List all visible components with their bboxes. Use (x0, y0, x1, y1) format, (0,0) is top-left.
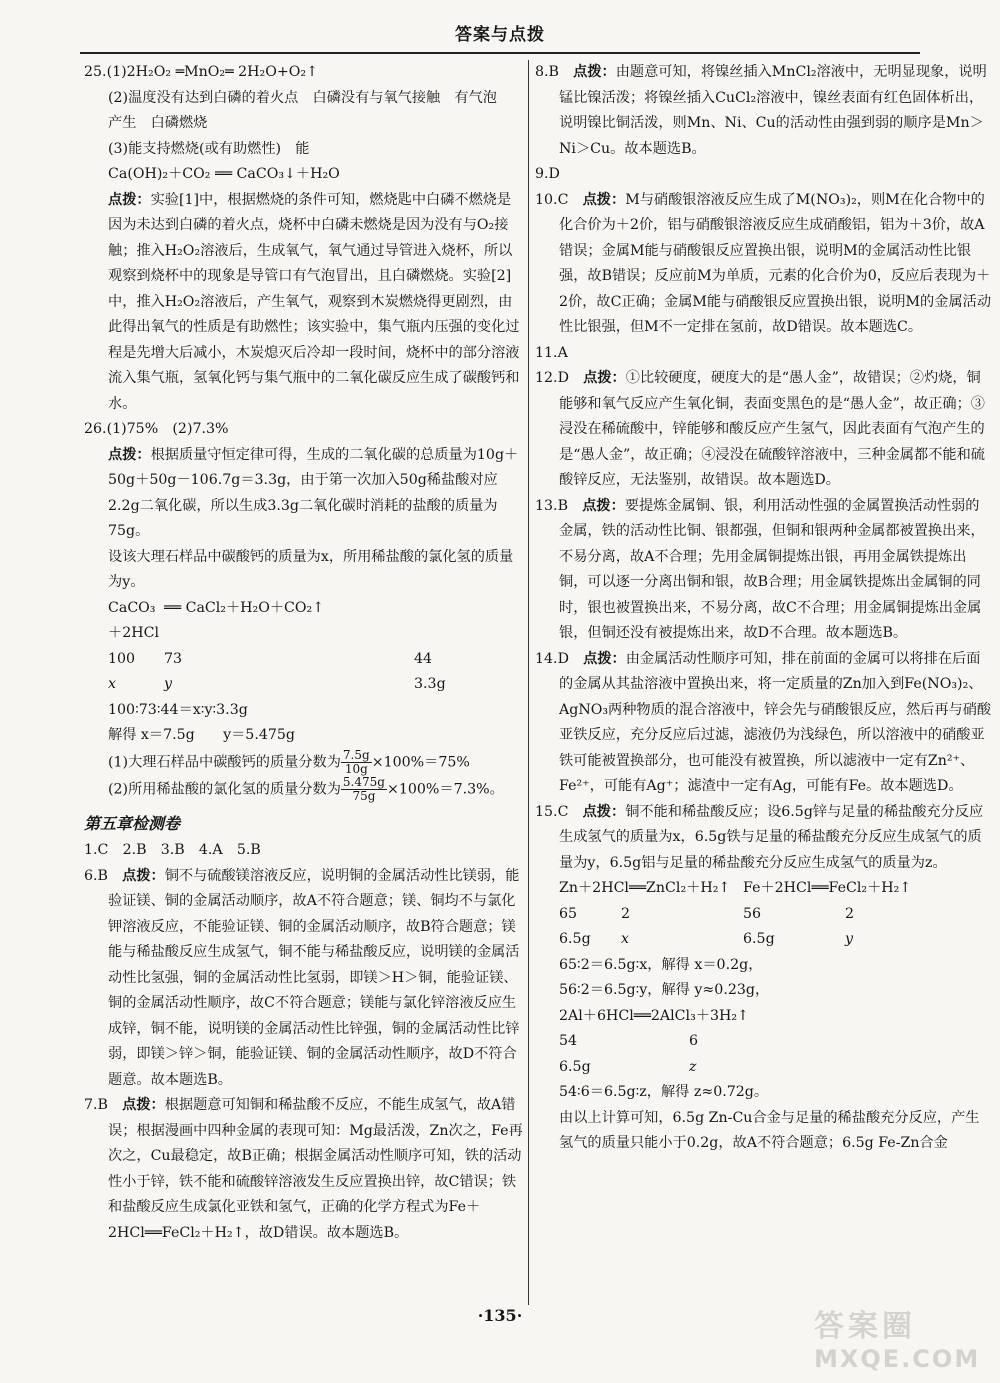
eq-cell: y (845, 931, 854, 947)
q26-answer2 (84, 776, 524, 803)
q10 (535, 188, 993, 341)
q26-mass-row (84, 647, 524, 673)
answer-text: (1)大理石样品中碳酸钙的质量分数为 (108, 754, 341, 770)
q15 (535, 800, 993, 877)
q15-mass-row-1 (535, 902, 993, 928)
q12 (535, 366, 993, 494)
q15-mass-row-2 (535, 1029, 993, 1055)
watermark-top: 答案圈 (814, 1309, 916, 1344)
q15-conclusion: 由以上计算可知，6.5g Zn-Cu合金与足量的稀盐酸充分反应，产生氢气的质量只能小于0.2g，故A不符合题意；6.5g Fe-Zn合金 (559, 1109, 980, 1151)
answer-text: ×100%＝75% (371, 754, 470, 770)
q14-num: 14.D (535, 650, 584, 667)
eq-cell: 56 (743, 905, 762, 922)
q11: 11.A (535, 344, 568, 361)
numerator: 5.475g (342, 774, 385, 789)
tip-label: 点拨： (583, 370, 626, 386)
q26-equation (84, 596, 524, 647)
q13-tip-text: 要提炼金属铜、银，利用活动性强的金属置换活动性弱的金属，铁的活动性比铜、银都强，但铜和银两种金属都被置换出来，不易分离，故A不合理；先用金属铜提炼出银，再用金属铁提炼出铜，可以逐一分离出铜和银，故B合理；用金属铁提炼出金属铜的同时，银也被置换出来，不易分离，故C不合理；用金属铜提炼出金属银，但铜还没有被提炼出来，故D不合理。故本题选B。 (559, 497, 985, 641)
denominator: 10g (344, 761, 368, 776)
denominator: 75g (352, 788, 376, 803)
tip-label: 点拨： (573, 64, 616, 80)
q15-equation-2: 2Al＋6HCl══2AlCl₃＋3H₂↑ (559, 1007, 749, 1024)
eq-cell: 6.5g (559, 931, 591, 947)
eq-cell: 54 (559, 1033, 578, 1049)
q26-solve: 解得 x＝7.5g y＝5.475g (108, 727, 295, 743)
eq-cell: 2 (621, 905, 631, 922)
q7-tip-text: 根据题意可知铜和稀盐酸不反应，不能生成氢气，故A错误；根据漫画中四种金属的表现可知：Mg最活泼，Zn次之，Fe再次之，Cu最稳定，故B正确；根据金属活动性顺序可知，铁的活动性小于锌，铁不能和硫酸锌溶液发生反应置换出锌，故C错误；铁和盐酸反应生成氯化亚铁和氢气，正确的化学方程式为Fe＋2HCl══FeCl₂＋H₂↑，故D错误。故本题选B。 (108, 1097, 523, 1241)
q25-line4: (3)能支持燃烧(或有助燃性) 能 (108, 140, 310, 157)
eq-cell: 2 (845, 905, 855, 922)
q25-tip-text: 实验[1]中，根据燃烧的条件可知，燃烧匙中白磷不燃烧是因为未达到白磷的着火点，烧杯中白磷未燃烧是因为没有与O₂接触；推入H₂O₂溶液后，生成氧气，氧气通过导管进入烧杯，所以观察到烧杯中的现象是导管口有气泡冒出，且白磷燃烧。实验[2]中，推入H₂O₂溶液后，产生氧气，观察到木炭燃烧得更剧烈，由此得出氧气的性质是有助燃性；该实验中，集气瓶内压强的变化过程是先增大后减小，木炭熄灭后冷却一段时间，烧杯中的部分溶液流入集气瓶，氢氧化钙与集气瓶中的二氧化碳反应生成了碳酸钙和水。 (108, 191, 520, 412)
tip-label: 点拨： (583, 650, 626, 667)
eq-cell: Fe＋2HCl══FeCl₂＋H₂↑ (743, 880, 912, 896)
answer-text: ×100%＝7.3%。 (386, 781, 504, 797)
numerator: 7.5g (342, 747, 370, 762)
q8-tip-text: 由题意可知，将镍丝插入MnCl₂溶液中，无明显现象，说明锰比镍活泼；将镍丝插入CuCl₂溶液中，镍丝表面有红色固体析出，说明镍比铜活泼，则Mn、Ni、Cu的活动性由强到弱的顺序是Mn＞Ni＞Cu。故本题选B。 (559, 64, 987, 157)
answers-1-5: 1.C 2.B 3.B 4.A 5.B (84, 842, 261, 858)
page-number: ·135· (477, 1306, 523, 1325)
watermark-bottom: MXQE.COM (814, 1345, 981, 1373)
q8 (535, 60, 993, 162)
q15-equation-1 (535, 876, 993, 902)
tip-label: 点拨： (122, 867, 165, 884)
q14 (535, 647, 993, 800)
q15-unknown-row-1 (535, 927, 993, 953)
eq-cell (354, 672, 414, 698)
q26-unknown-row (84, 672, 524, 698)
q15-num: 15.C (535, 803, 583, 820)
tip-label: 点拨： (108, 191, 151, 208)
q15-unknown-row-2 (535, 1055, 993, 1081)
eq-cell: x (108, 676, 117, 692)
q26-tip-text: 根据质量守恒定律可得，生成的二氧化碳的总质量为10g＋50g＋50g－106.7g＝3.3g，由于第一次加入50g稀盐酸对应2.2g二氧化碳，所以生成3.3g二氧化碳时消耗的盐酸的质量为75g。 (108, 446, 519, 539)
q26-ratio: 100∶73∶44＝x∶y∶3.3g (108, 701, 248, 718)
eq-cell: Zn＋2HCl══ZnCl₂＋H₂↑ (559, 880, 731, 896)
q6-tip-text: 铜不与硫酸镁溶液反应，说明铜的金属活动性比镁弱，能验证镁、铜的金属活动顺序，故A不符合题意；镁、铜均不与氯化钾溶液反应，不能验证镁、铜的金属活动顺序，故B符合题意；镁能与稀盐酸反应生成氢气，铜不能与稀盐酸反应，说明镁的金属活动性比氢强，铜的金属活动性比氢弱，即镁＞H＞铜，能验证镁、铜的金属活动性顺序，故C不符合题意；镁能与氯化锌溶液反应生成锌，铜不能，说明镁的金属活动性比锌强，铜的金属活动性比锌弱，即镁＞锌＞铜，能验证镁、铜的金属活动性顺序，故D不符合题意。故本题选B。 (108, 867, 520, 1088)
q13-num: 13.B (535, 497, 583, 514)
q15-solve-3: 54∶6＝6.5g∶z，解得 z≈0.72g。 (559, 1084, 769, 1100)
q13 (535, 494, 993, 647)
tip-label: 点拨： (582, 191, 626, 208)
q26-set: 设该大理石样品中碳酸钙的质量为x，所用稀盐酸的氯化氢的质量为y。 (108, 548, 514, 590)
eq-cell: 6 (689, 1033, 699, 1049)
page-header (80, 22, 920, 54)
q25-tip (84, 188, 524, 418)
page-header-title: 答案与点拨 (455, 25, 545, 45)
eq-cell: ══ CaCl₂＋H₂O＋CO₂↑ (164, 599, 325, 616)
eq-cell: 3.3g (414, 676, 446, 692)
q26-answer1 (84, 749, 524, 776)
eq-cell: 73 (164, 650, 183, 667)
right-column (535, 60, 993, 1313)
q25-line3: 产生 白磷燃烧 (108, 115, 208, 131)
q6 (84, 864, 524, 1094)
eq-cell (354, 647, 414, 673)
left-column (84, 60, 524, 1313)
fraction (341, 749, 372, 776)
tip-label: 点拨： (122, 1097, 165, 1113)
q25-line5: Ca(OH)₂＋CO₂ ══ CaCO₃↓＋H₂O (108, 166, 340, 182)
answer-text: (2)所用稀盐酸的氯化氢的质量分数为 (108, 781, 341, 797)
watermark-logo (814, 1301, 994, 1371)
eq-cell (354, 596, 414, 647)
eq-cell: CaCO₃＋2HCl (108, 599, 159, 641)
q10-num: 10.C (535, 191, 583, 208)
q12-tip-text: ①比较硬度，硬度大的是“愚人金”，故错误；②灼烧，铜能够和氧气反应产生氧化铜，表面变黑色的是“愚人金”，故正确；③浸没在稀硫酸中，锌能够和酸反应产生氢气，因此表面有气泡产生的是“愚人金”，故正确；④浸没在硫酸锌溶液中，三种金属都不能和硫酸锌反应，无法鉴别，故错误。故本题选D。 (559, 370, 985, 488)
q15-tip-text: 铜不能和稀盐酸反应；设6.5g锌与足量的稀盐酸充分反应生成氢气的质量为x，6.5g铁与足量的稀盐酸充分反应生成氢气的质量为y，6.5g铝与足量的稀盐酸充分反应生成氢气的质量为z。 (559, 803, 984, 871)
q7 (84, 1093, 524, 1246)
eq-cell (414, 596, 514, 647)
eq-cell: 6.5g (743, 931, 775, 947)
eq-cell: z (689, 1058, 697, 1075)
eq-cell: 100 (108, 650, 136, 667)
q10-tip-text: M与硝酸银溶液反应生成了M(NO₃)₂，则M在化合物中的化合价为＋2价，铝与硝酸银溶液反应生成硝酸铝，铝为＋3价，故A错误；金属M能与硝酸银反应置换出银，说明M的金属活动性比银强，故B错误；反应前M为单质，元素的化合价为0，反应后表现为＋2价，故C正确；金属M能与硝酸银反应置换出银，说明M的金属活动性比银强，但M不一定排在氢前，故D错误。故本题选C。 (559, 191, 992, 335)
eq-cell: 65 (559, 905, 578, 922)
q12-num: 12.D (535, 370, 584, 386)
fraction (341, 776, 387, 803)
tip-label: 点拨： (582, 803, 626, 820)
eq-cell: 6.5g (559, 1058, 591, 1075)
q26-line1: 26.(1)75% (2)7.3% (84, 421, 229, 437)
tip-label: 点拨： (108, 446, 151, 463)
q8-num: 8.B (535, 64, 574, 80)
q25-line2: (2)温度没有达到白磷的着火点 白磷没有与氧气接触 有气泡 (108, 89, 497, 106)
tip-label: 点拨： (582, 497, 625, 514)
q7-num: 7.B (84, 1097, 123, 1113)
q15-solve-2: 56∶2＝6.5g∶y，解得 y≈0.23g， (559, 982, 770, 998)
q25-line1: 25.(1)2H₂O₂ ═MnO₂═ 2H₂O+O₂↑ (84, 64, 318, 80)
column-divider (528, 60, 529, 1305)
q15-solve-1: 65∶2＝6.5g∶x，解得 x＝0.2g， (559, 956, 763, 973)
section-title: 第五章检测卷 (84, 813, 181, 833)
q14-tip-text: 由金属活动性顺序可知，排在前面的金属可以将排在后面的金属从其盐溶液中置换出来，将一定质量的Zn加入到Fe(NO₃)₂、AgNO₃两种物质的混合溶液中，锌会先与硝酸银反应，然后再与硝酸亚铁反应，充分反应后过滤，滤液仍为浅绿色，所以溶液中的硝酸亚铁可能被置换部分，也可能没有被置换，所以滤液中一定有Zn²⁺、Fe²⁺，可能有Ag⁺；滤渣中一定有Ag，可能有Fe。故本题选D。 (559, 650, 992, 794)
eq-cell: x (621, 931, 630, 947)
q6-num: 6.B (84, 867, 123, 884)
eq-cell: 44 (414, 650, 433, 667)
q9: 9.D (535, 166, 560, 182)
eq-cell: y (164, 676, 173, 692)
q26-tip (84, 443, 524, 545)
